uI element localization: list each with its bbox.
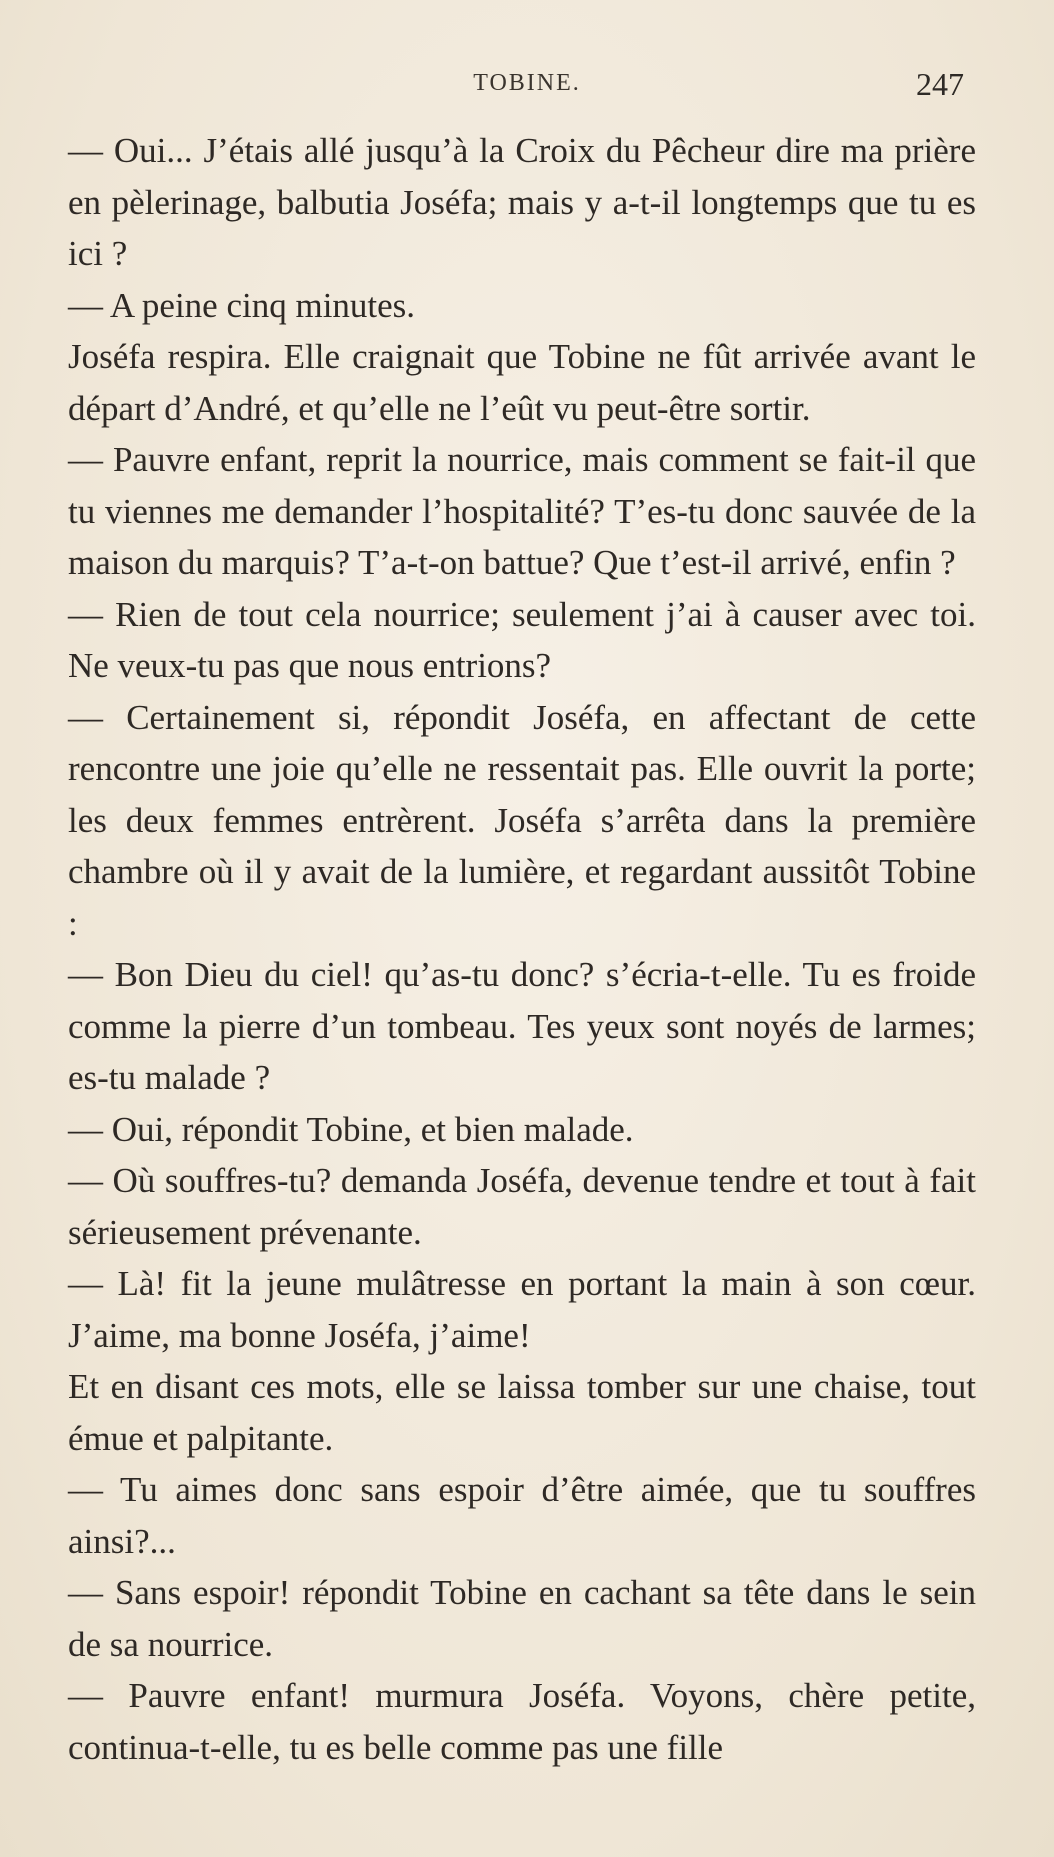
paragraph: — Pauvre enfant, reprit la nourrice, mais comment se fait-il que tu viennes me demander l’hospitalité? T’es-tu donc sauvée de la maison du marquis? T’a-t-on battue? Que t’est-il arrivé, enfin ? [68,440,976,582]
paragraph: — Où souffres-tu? demanda Joséfa, devenue tendre et tout à fait sérieusement prévenante. [68,1161,976,1252]
paragraph: — Oui... J’étais allé jusqu’à la Croix du Pêcheur dire ma prière en pèlerinage, balbutia Joséfa; mais y a-t-il longtemps que tu es ici ? [68,131,976,273]
paragraph: — Là! fit la jeune mulâtresse en portant la main à son cœur. J’aime, ma bonne Joséfa, j’aime! [68,1264,976,1355]
paragraph: — Certainement si, répondit Joséfa, en affectant de cette rencontre une joie qu’elle ne ressentait pas. Elle ouvrit la porte; les deux femmes entrèrent. Joséfa s’arrêta dans la première chambre où il y avait de la lumière, et regardant aussitôt Tobine : [68,697,976,943]
paragraph: Et en disant ces mots, elle se laissa tomber sur une chaise, tout émue et palpitante. [68,1367,976,1458]
body-text [68,125,976,1773]
running-title: TOBINE. [473,70,581,96]
paragraph: — Tu aimes donc sans espoir d’être aimée, que tu souffres ainsi?... [68,1470,976,1561]
paragraph: — Bon Dieu du ciel! qu’as-tu donc? s’écria-t-elle. Tu es froide comme la pierre d’un tombeau. Tes yeux sont noyés de larmes; es-tu malade ? [68,955,976,1097]
page-number: 247 [916,66,964,102]
paragraph: — Rien de tout cela nourrice; seulement j’ai à causer avec toi. Ne veux-tu pas que nous entrions? [68,594,976,685]
paragraph: — A peine cinq minutes. [68,285,416,325]
paragraph: — Pauvre enfant! murmura Joséfa. Voyons, chère petite, continua-t-elle, tu es belle comme pas une fille [68,1676,976,1767]
page-header [60,66,994,110]
paragraph: — Oui, répondit Tobine, et bien malade. [68,1109,634,1149]
paragraph: Joséfa respira. Elle craignait que Tobine ne fût arrivée avant le départ d’André, et qu’elle ne l’eût vu peut-être sortir. [68,337,976,428]
paragraph: — Sans espoir! répondit Tobine en cachant sa tête dans le sein de sa nourrice. [68,1573,976,1664]
